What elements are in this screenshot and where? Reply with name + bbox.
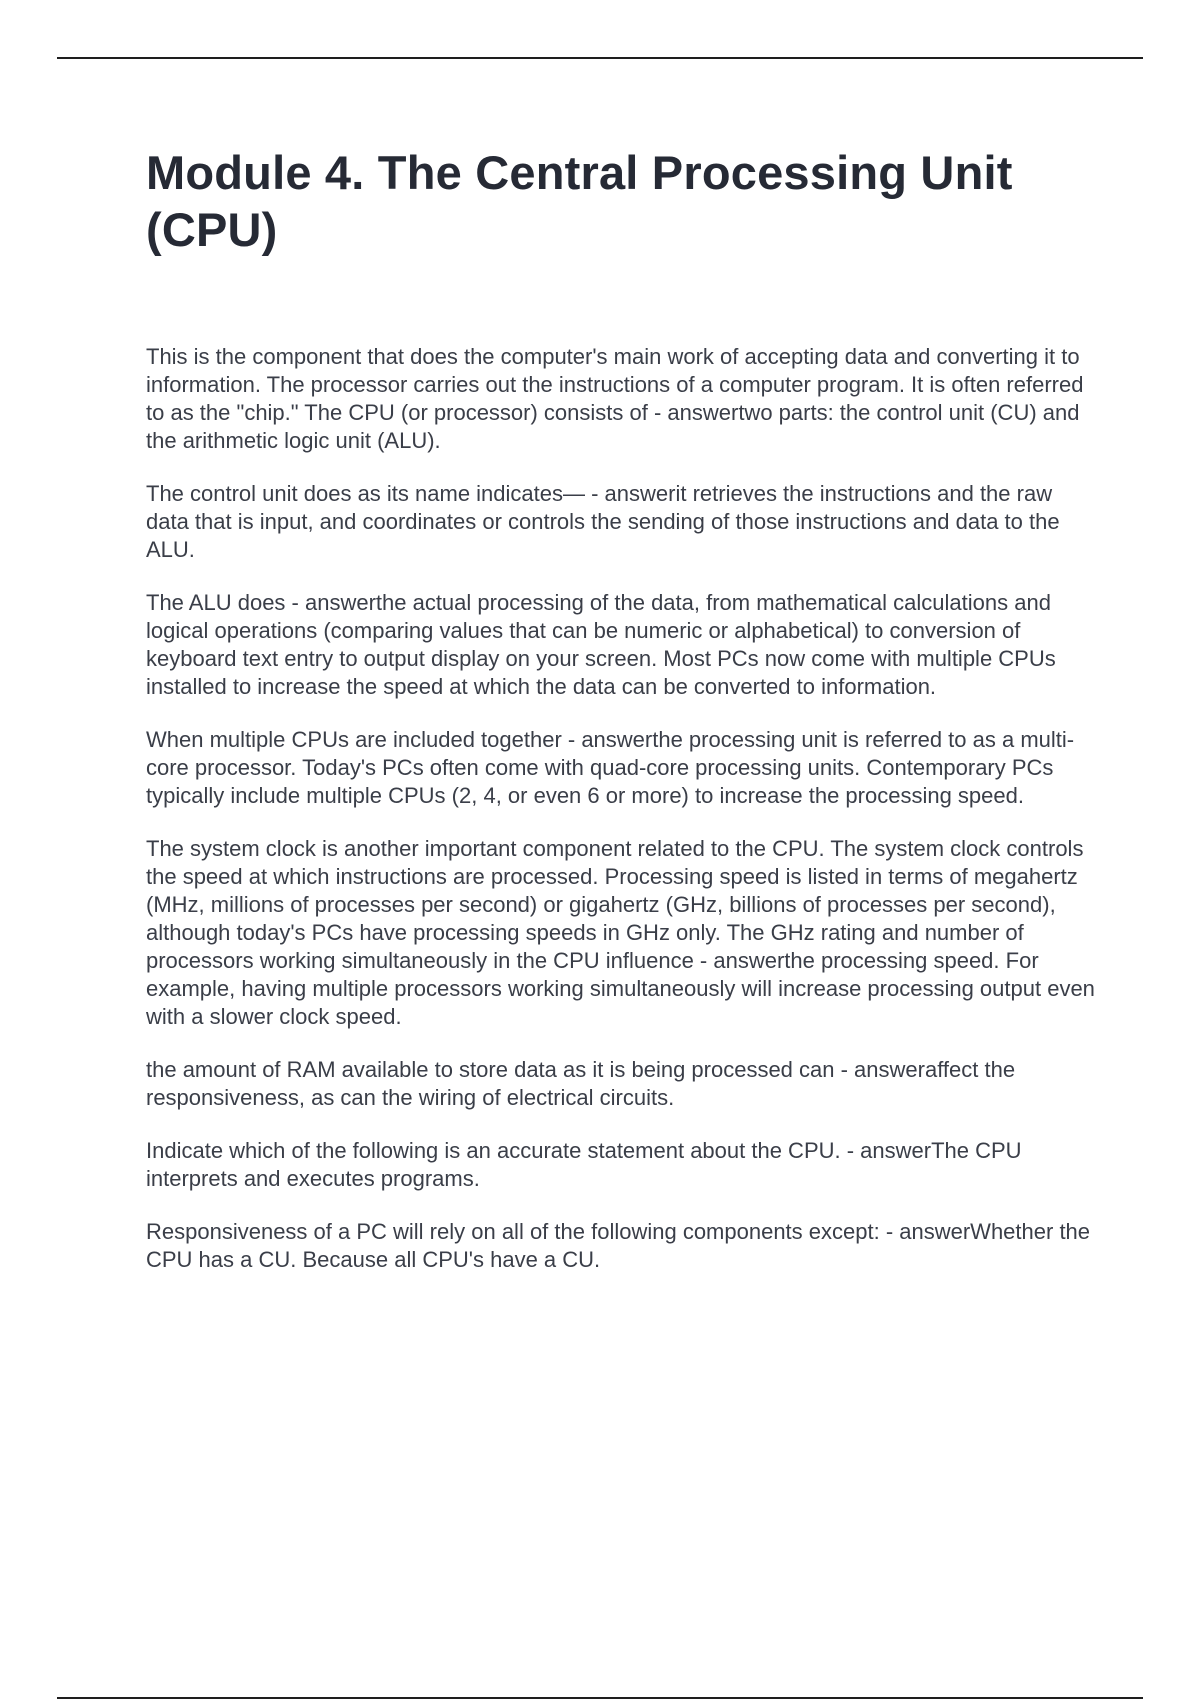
bottom-divider (57, 1697, 1143, 1699)
document-title: Module 4. The Central Processing Unit (CPU) (146, 146, 1013, 256)
paragraph-alu: The ALU does - answerthe actual processing of the data, from mathematical calculations and logical operations (comparing values that can be numeric or alphabetical) to conversion of keyboard text entry to output display on your screen. Most PCs now come with multiple CPUs installed to increase the speed at which the data can be converted to information. (146, 590, 1056, 699)
paragraph-list (146, 343, 1096, 1274)
paragraph-ram: the amount of RAM available to store data as it is being processed can - answeraffect the responsiveness, as can the wiring of electrical circuits. (146, 1057, 1016, 1110)
paragraph-responsiveness: Responsiveness of a PC will rely on all of the following components except: - answerWhether the CPU has a CU. Because all CPU's have a CU. (146, 1219, 1091, 1272)
top-divider (57, 57, 1143, 59)
paragraph-cpu-overview: This is the component that does the computer's main work of accepting data and converting it to information. The processor carries out the instructions of a computer program. It is often referred to as the "chip." The CPU (or processor) consists of - answertwo parts: the control unit (CU) and the arithmetic logic unit (ALU). (146, 344, 1084, 453)
document-body (146, 144, 1096, 1299)
paragraph-cpu-statement: Indicate which of the following is an accurate statement about the CPU. - answerThe CPU interprets and executes programs. (146, 1138, 1022, 1191)
paragraph-system-clock: The system clock is another important component related to the CPU. The system clock controls the speed at which instructions are processed. Processing speed is listed in terms of megahertz (MHz, millions of processes per second) or gigahertz (GHz, billions of processes per second), although today's PCs have processing speeds in GHz only. The GHz rating and number of processors working simultaneously in the CPU influence - answerthe processing speed. For example, having multiple processors working simultaneously will increase processing output even with a slower clock speed. (146, 836, 1095, 1029)
paragraph-multi-core: When multiple CPUs are included together - answerthe processing unit is referred to as a multi-core processor. Today's PCs often come with quad-core processing units. Contemporary PCs typically include multiple CPUs (2, 4, or even 6 or more) to increase the processing speed. (146, 727, 1075, 808)
paragraph-control-unit: The control unit does as its name indicates— - answerit retrieves the instructions and the raw data that is input, and coordinates or controls the sending of those instructions and data to the ALU. (146, 481, 1060, 562)
